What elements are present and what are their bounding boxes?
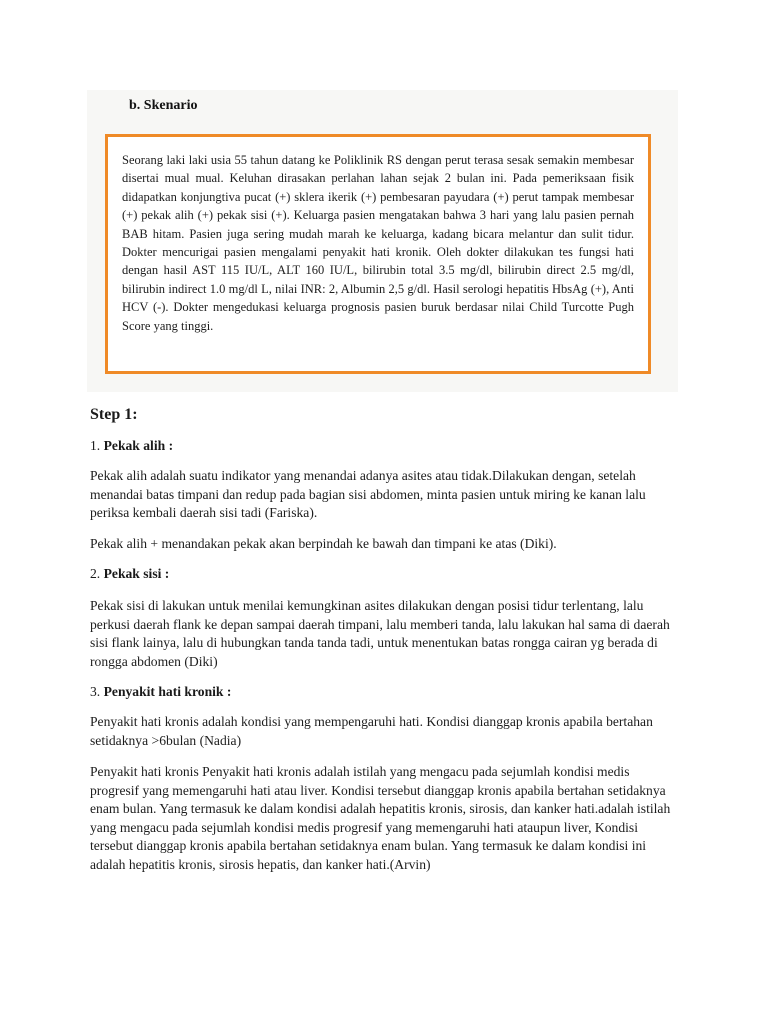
scenario-text: Seorang laki laki usia 55 tahun datang ke Poliklinik RS dengan perut terasa sesak semakin membesar disertai mual mual. Keluhan dirasakan perlahan lahan sejak 2 bulan ini. Pada pemeriksaan fisik didapatkan konjungtiva pucat (+) sklera ikerik (+) pembesaran payudara (+) perut tampak membesar (+) pekak alih (+) pekak sisi (+). Keluarga pasien mengatakan bahwa 3 hari yang lalu pasien pernah BAB hitam. Pasien juga sering mudah marah ke keluarga, kadang bicara melantur dan sulit tidur. Dokter mencurigai pasien mengalami penyakit hati kronik. Oleh dokter dilakukan tes fungsi hati dengan hasil AST 115 IU/L, ALT 160 IU/L, bilirubin total 3.5 mg/dl, bilirubin direct 2.5 mg/dl, bilirubin indirect 1.0 mg/dl L, nilai INR: 2, Albumin 2,5 g/dl. Hasil serologi hepatitis HbsAg (+), Anti HCV (-). Dokter mengedukasi keluarga prognosis pasien buruk berdasar nilai Child Turcotte Pugh Score yang tinggi.	[122, 153, 634, 333]
item-term: Pekak alih :	[103, 438, 174, 453]
scenario-heading: b. Skenario	[129, 98, 198, 113]
item-number: 2.	[90, 566, 101, 581]
paragraph: Pekak alih adalah suatu indikator yang menandai adanya asites atau tidak.Dilakukan dengan, setelah menandai batas timpani dan redup pada bagian sisi abdomen, minta pasien untuk miring ke kanan lalu periksa kembali daerah sisi tadi (Fariska).	[90, 468, 646, 521]
item-heading-pekak-sisi	[90, 566, 169, 582]
scenario-image	[87, 90, 678, 392]
item-heading-pekak-alih	[90, 438, 173, 454]
step-title: Step 1:	[90, 406, 138, 423]
paragraph: Penyakit hati kronis adalah kondisi yang mempengaruhi hati. Kondisi dianggap kronis apabila bertahan setidaknya >6bulan (Nadia)	[90, 714, 653, 748]
item-term: Pekak sisi :	[103, 566, 170, 581]
paragraph: Penyakit hati kronis Penyakit hati kronis adalah istilah yang mengacu pada sejumlah kondisi medis progresif yang memengaruhi hati atau liver. Kondisi tersebut dianggap kronis apabila bertahan setidaknya enam bulan. Yang termasuk ke dalam kondisi adalah hepatitis kronis, sirosis, dan kanker hati.adalah istilah yang mengacu pada sejumlah kondisi medis progresif yang memengaruhi hati ataupun liver, Kondisi tersebut dianggap kronis apabila bertahan setidaknya enam bulan. Yang termasuk ke dalam kondisi ini adalah hepatitis kronis, sirosis hepatis, dan kanker hati.(Arvin)	[90, 764, 671, 872]
scenario-box	[105, 134, 651, 374]
item-number: 1.	[90, 438, 101, 453]
item-number: 3.	[90, 684, 101, 699]
item-heading-penyakit-hati-kronik	[90, 684, 231, 700]
paragraph: Pekak alih + menandakan pekak akan berpindah ke bawah dan timpani ke atas (Diki).	[90, 536, 557, 551]
item-term: Penyakit hati kronik :	[103, 684, 232, 699]
paragraph: Pekak sisi di lakukan untuk menilai kemungkinan asites dilakukan dengan posisi tidur terlentang, lalu perkusi daerah flank ke depan sampai daerah timpani, lalu memberi tanda, lalu lakukan hal sama di daerah sisi flank lainya, lalu di hubungkan tanda tanda tadi, untuk menentukan batas rongga cairan yg berada di rongga abdomen (Diki)	[90, 598, 670, 669]
